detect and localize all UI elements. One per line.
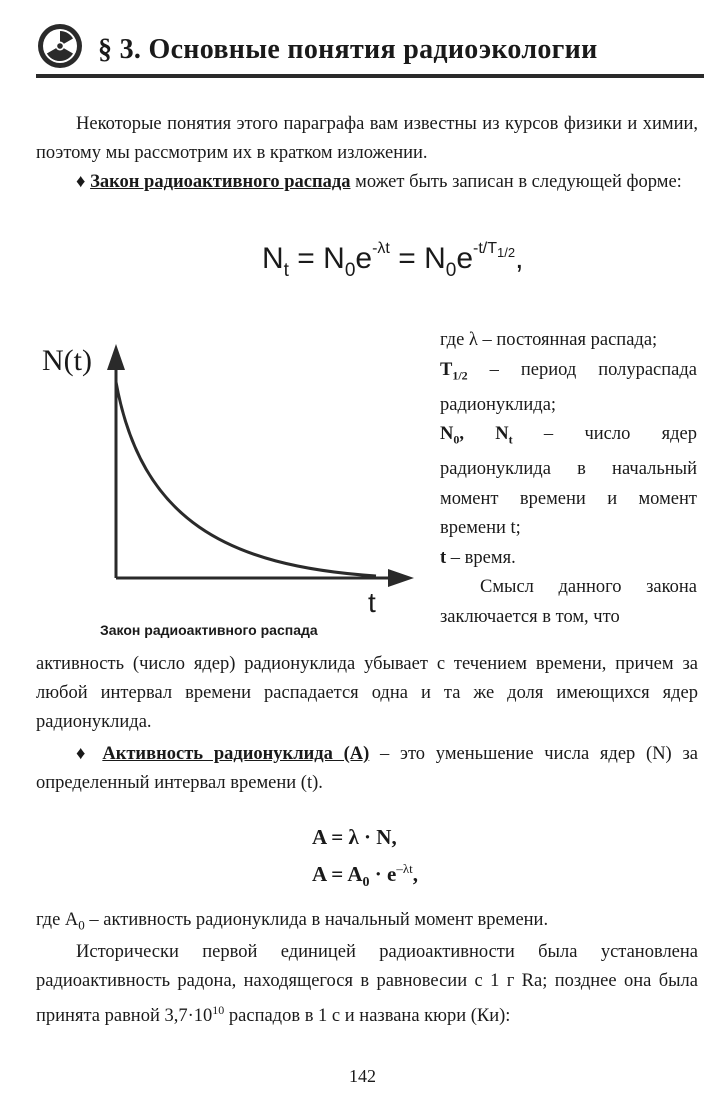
bullet-diamond-icon: ♦ <box>76 172 86 192</box>
decay-law-term: Закон радиоактивного распада <box>90 172 351 192</box>
history-paragraph: Исторически первой единицей радиоактивности была установлена радиоактивность радона, находящегося в равновесии с 1 г Ra; позднее она была принята равной $3,7\cdot 10^{10}$ распадов в 1 с и названа кюри (Ки): <box>36 942 698 1027</box>
bullet-diamond-icon: ♦ <box>76 744 92 764</box>
meaning-start: Смысл данного закона заключается в том, что <box>440 577 697 627</box>
definition-time: t – время. <box>440 547 516 568</box>
radiation-hazard-icon <box>36 22 84 70</box>
meaning-paragraph: активность (число ядер) радионуклида убывает с течением времени, причем за любой интервал времени распадается одна и та же доля имеющихся ядер радионуклида. <box>36 654 698 732</box>
activity-formula: A = λ · N, $A = A_0 \cdot e^{-\lambda t}$, <box>312 825 418 891</box>
x-axis-arrow-icon <box>388 569 414 587</box>
page-number: 142 <box>349 1066 376 1086</box>
activity-paragraph: ♦ Активность радионуклида (А) – это уменьшение числа ядер (N) за определенный интервал времени (t). <box>36 744 698 793</box>
decay-law-paragraph: ♦ Закон радиоактивного распада может быть записан в следующей форме: <box>76 172 682 192</box>
section-title: § 3. Основные понятия радиоэкологии <box>98 34 598 65</box>
decay-law-formula: $N_t = N_0e^{-\lambda t} = N_0e^{-t/T_{1/2}}$, <box>262 240 524 281</box>
x-axis-label: t <box>368 587 376 618</box>
definitions-block <box>440 326 697 632</box>
definition-lambda: где λ – постоянная распада; <box>440 330 658 350</box>
intro-paragraph: Некоторые понятия этого параграфа вам известны из курсов физики и химии, поэтому мы рассмотрим их в кратком изложении. <box>36 114 698 163</box>
decay-graph <box>36 330 426 630</box>
graph-caption: Закон радиоактивного распада <box>100 622 318 638</box>
y-axis-arrow-icon <box>107 344 125 370</box>
header-divider <box>36 74 704 78</box>
activity-term: Активность радионуклида (А) <box>102 744 370 764</box>
section-header <box>36 18 704 80</box>
definition-half-life: $T_{1/2}$ – период полураспада радионуклида; <box>440 359 697 415</box>
definition-nuclei-count: $N_0$, $N_t$ – число ядер радионуклида в начальный момент времени и момент времени t; <box>440 424 698 539</box>
y-axis-label: N(t) <box>42 344 92 377</box>
a0-definition: где $A_0$ – активность радионуклида в начальный момент времени. <box>36 910 549 933</box>
decay-curve <box>116 382 376 576</box>
